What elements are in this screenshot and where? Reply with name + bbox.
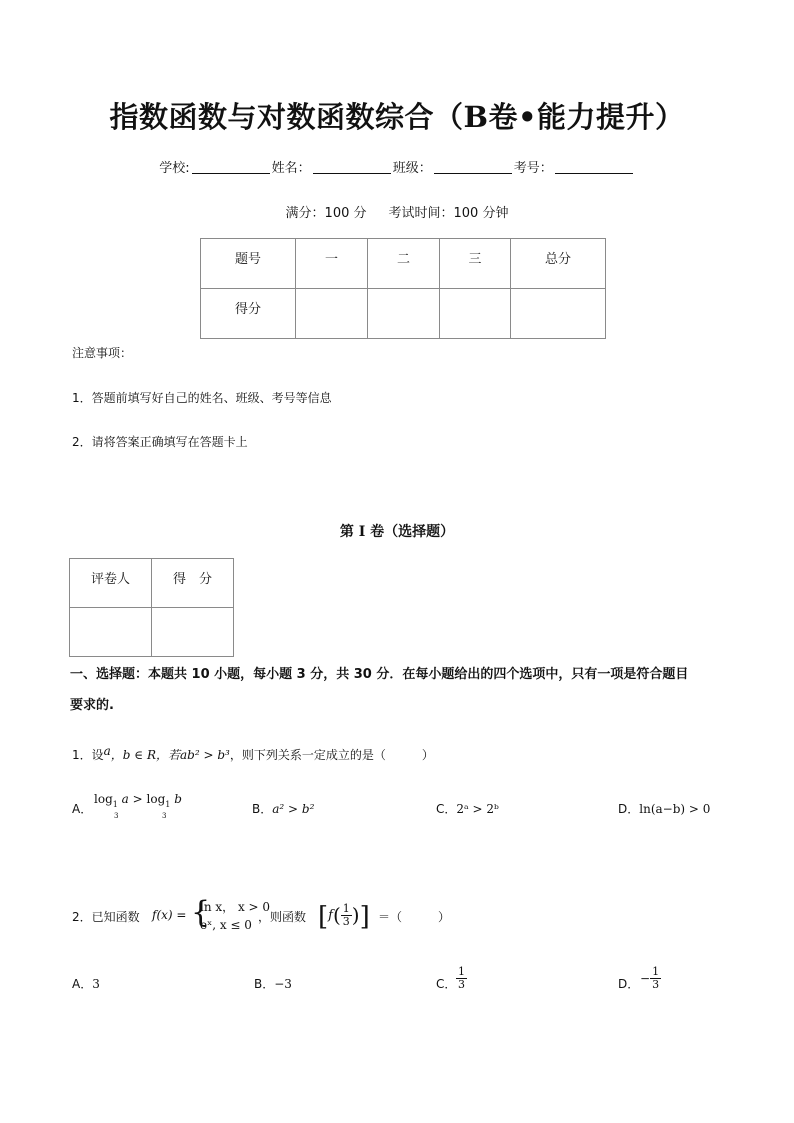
- q2-composite: [f( $\frac{1}{3}$ )]: [318, 902, 370, 932]
- exam-time: 考试时间：100 分钟: [388, 206, 509, 221]
- score-cell[interactable]: [440, 289, 511, 339]
- school-label: 学校:: [159, 161, 190, 176]
- header-cell: 三: [440, 239, 511, 289]
- q1-log-base-3: 3: [162, 812, 167, 820]
- option-text: a² > b²: [272, 802, 315, 816]
- q2-option-d-fraction: − $\frac{1}{3}$: [640, 965, 660, 991]
- q2-option-d[interactable]: [618, 975, 639, 992]
- header-cell: 得 分: [152, 559, 234, 608]
- option-text: ln(a−b) > 0: [639, 802, 711, 816]
- q1-option-b[interactable]: [252, 800, 314, 817]
- score-cell[interactable]: [511, 289, 606, 339]
- header-cell: 评卷人: [70, 559, 152, 608]
- q1-var-a: a: [103, 744, 111, 758]
- table-row: [201, 239, 606, 289]
- option-label: C．: [436, 977, 457, 991]
- part-heading-line2: 要求的.: [70, 698, 114, 713]
- name-label: 姓名：: [271, 161, 311, 176]
- grader-cell[interactable]: [70, 608, 152, 657]
- exam-no-label: 考号：: [513, 161, 553, 176]
- q1-option-a-math: $\log_1 a > \log_1 b$: [94, 792, 182, 809]
- option-text: −3: [274, 977, 292, 991]
- option-label: D．: [618, 977, 640, 991]
- table-row: [70, 559, 234, 608]
- q2-option-c-fraction: $\frac{1}{3}$: [458, 965, 465, 991]
- q1-option-a[interactable]: [72, 800, 92, 817]
- q1-condition: ab² > b³: [180, 748, 230, 762]
- name-blank: [313, 161, 391, 174]
- q1-set: ，b ∈ R，若: [110, 748, 181, 762]
- table-row: [70, 608, 234, 657]
- option-label: D．: [618, 802, 640, 816]
- score-info: [0, 202, 794, 221]
- q2-option-a[interactable]: [72, 975, 100, 992]
- student-info-line: [0, 157, 794, 176]
- q1-log-base-3: 3: [114, 812, 119, 820]
- q2-case1: ln x， x > 0: [200, 900, 271, 914]
- score-cell[interactable]: [368, 289, 440, 339]
- option-label: A．: [72, 977, 93, 991]
- q2-option-b[interactable]: [254, 975, 292, 992]
- q2-prefix: 2．已知函数: [72, 910, 140, 924]
- section-title: 第 I 卷（选择题）: [339, 524, 455, 540]
- score-table: [200, 238, 606, 339]
- row-label-cell: 得分: [201, 289, 296, 339]
- q2-suffix: ＝（ ）: [378, 910, 451, 924]
- q1-option-d[interactable]: [618, 800, 710, 817]
- exam-no-blank: [555, 161, 633, 174]
- header-cell: 题号: [201, 239, 296, 289]
- class-label: 班级：: [392, 161, 432, 176]
- notes-title: 注意事项：: [72, 346, 133, 360]
- note-item: 2．请将答案正确填写在答题卡上: [72, 435, 248, 449]
- q1-suffix: ，则下列关系一定成立的是（ ）: [229, 748, 434, 762]
- class-blank: [434, 161, 512, 174]
- option-text: 2ᵃ > 2ᵇ: [456, 802, 499, 816]
- grader-table: [69, 558, 234, 657]
- option-text: 3: [92, 977, 100, 991]
- question-1-stem: [72, 744, 434, 763]
- full-score: 满分：100 分: [285, 206, 367, 221]
- grader-score-cell[interactable]: [152, 608, 234, 657]
- table-row: [201, 289, 606, 339]
- q2-func: f(x) =: [152, 908, 187, 922]
- option-label: B．: [254, 977, 275, 991]
- header-cell: 二: [368, 239, 440, 289]
- q1-option-c[interactable]: [436, 800, 499, 817]
- school-blank: [192, 161, 270, 174]
- q2-option-c[interactable]: [436, 975, 456, 992]
- q1-prefix: 1．设: [72, 748, 104, 762]
- q2-case2: eˣ, x ≤ 0: [200, 918, 252, 932]
- note-item: 1．答题前填写好自己的姓名、班级、考号等信息: [72, 391, 332, 405]
- header-cell: 总分: [511, 239, 606, 289]
- option-label: C．: [436, 802, 457, 816]
- q2-middle: ，则函数: [258, 910, 307, 924]
- part-heading-line1: 一、选择题：本题共 10 小题，每小题 3 分，共 30 分．在每小题给出的四个选项中，只有一项是符合题目: [70, 667, 689, 682]
- page-title: 指数函数与对数函数综合（B卷•能力提升）: [109, 100, 685, 134]
- header-cell: 一: [296, 239, 368, 289]
- score-cell[interactable]: [296, 289, 368, 339]
- q2-brace: {: [191, 895, 211, 930]
- option-label: B．: [252, 802, 273, 816]
- option-label: A．: [72, 802, 93, 816]
